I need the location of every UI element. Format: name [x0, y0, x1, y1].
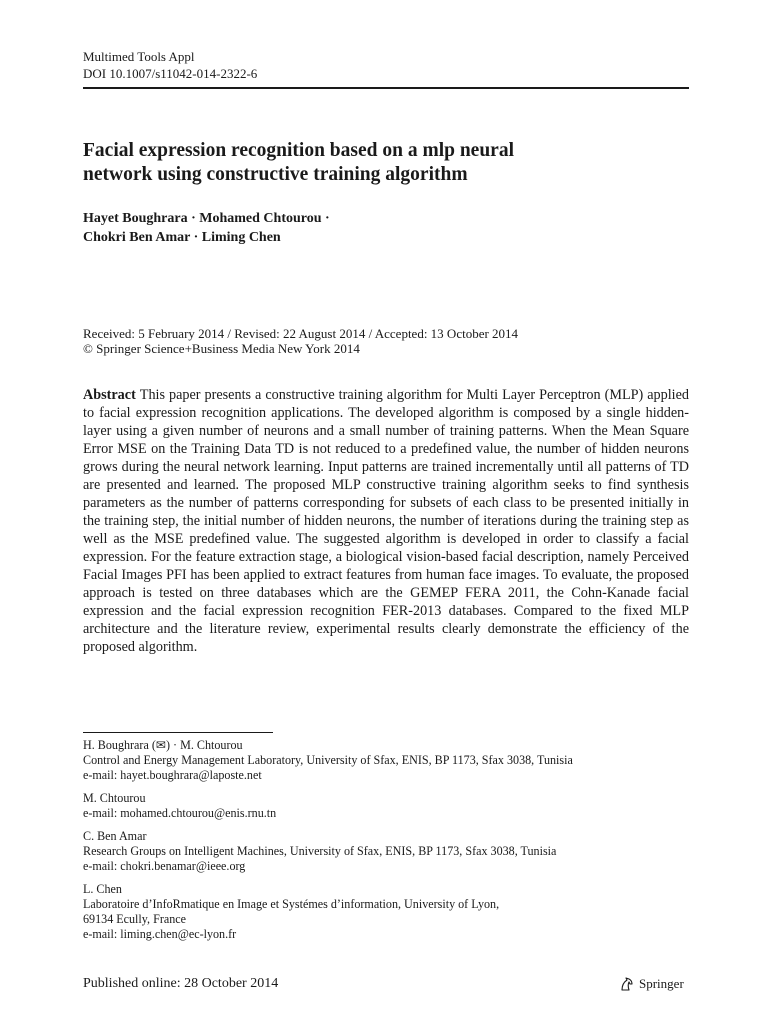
affiliation-name: C. Ben Amar — [83, 829, 147, 843]
affiliation-chtourou — [83, 791, 689, 821]
footnote-rule — [83, 732, 273, 733]
affiliation-email[interactable]: e-mail: chokri.benamar@ieee.org — [83, 859, 246, 873]
publisher-name: Springer — [639, 976, 684, 991]
doi: DOI 10.1007/s11042-014-2322-6 — [83, 66, 258, 81]
abstract-label: Abstract — [83, 387, 136, 403]
abstract — [83, 386, 689, 656]
journal-header — [83, 48, 257, 82]
affiliation-org: Control and Energy Management Laboratory, University of Sfax, ENIS, BP 1173, Sfax 3038, Tunisia — [83, 753, 573, 767]
title-line-2: network using constructive training algorithm — [83, 164, 468, 185]
publisher-logo — [619, 976, 684, 992]
affiliation-org: Research Groups on Intelligent Machines, University of Sfax, ENIS, BP 1173, Sfax 3038, Tunisia — [83, 844, 557, 858]
springer-horse-icon — [619, 976, 635, 992]
affiliation-email[interactable]: e-mail: mohamed.chtourou@enis.rnu.tn — [83, 806, 277, 820]
authors-line-2: Chokri Ben Amar · Liming Chen — [83, 230, 281, 245]
paper-title — [83, 139, 689, 187]
journal-name: Multimed Tools Appl — [83, 49, 195, 64]
affiliation-name: H. Boughrara (✉) · M. Chtourou — [83, 738, 243, 752]
authors-line-1: Hayet Boughrara · Mohamed Chtourou · — [83, 211, 330, 226]
published-online: Published online: 28 October 2014 — [83, 976, 279, 991]
affiliation-ben-amar — [83, 829, 689, 874]
title-line-1: Facial expression recognition based on a mlp neural — [83, 140, 515, 161]
received-revised-accepted: Received: 5 February 2014 / Revised: 22 August 2014 / Accepted: 13 October 2014 — [83, 326, 519, 341]
affiliation-email[interactable]: e-mail: liming.chen@ec-lyon.fr — [83, 927, 237, 941]
affiliation-org: Laboratoire d’InfoRmatique en Image et Systémes d’information, University of Lyon, — [83, 897, 500, 911]
affiliation-address: 69134 Ecully, France — [83, 912, 186, 926]
copyright-line: © Springer Science+Business Media New York 2014 — [83, 341, 360, 356]
affiliation-name: L. Chen — [83, 882, 122, 896]
article-history — [83, 326, 518, 356]
affiliation-boughrara — [83, 738, 689, 783]
affiliation-email[interactable]: e-mail: hayet.boughrara@laposte.net — [83, 768, 262, 782]
affiliations — [83, 738, 689, 950]
affiliation-chen — [83, 882, 689, 942]
abstract-text: This paper presents a constructive training algorithm for Multi Layer Perceptron (MLP) applied to facial expression recognition applications. The developed algorithm is composed by a single hidden-layer using a given number of neurons and a small number of training patterns. When the Mean Square Error MSE on the Training Data TD is not reduced to a predefined value, the number of hidden neurons grows during the neural network learning. Input patterns are trained incrementally until all patterns of TD are presented and learned. The proposed MLP constructive training algorithm seeks to find synthesis parameters as the number of patterns corresponding for subsets of each class to be presented initially in the training step, the initial number of hidden neurons, the number of iterations during the training step as well as the MSE predefined value. The suggested algorithm is developed in order to classify a facial expression. For the feature extraction stage, a biological vision-based facial description, namely Perceived Facial Images PFI has been applied to extract features from human face images. To evaluate, the proposed approach is tested on three databases which are the GEMEP FERA 2011, the Cohn-Kanade facial expression and the facial expression recognition FER-2013 databases. Compared to the fixed MLP architecture and the literature review, experimental results clearly demonstrate the efficiency of the proposed algorithm. — [83, 387, 689, 655]
affiliation-name: M. Chtourou — [83, 791, 146, 805]
header-rule — [83, 87, 689, 89]
author-list — [83, 209, 330, 247]
